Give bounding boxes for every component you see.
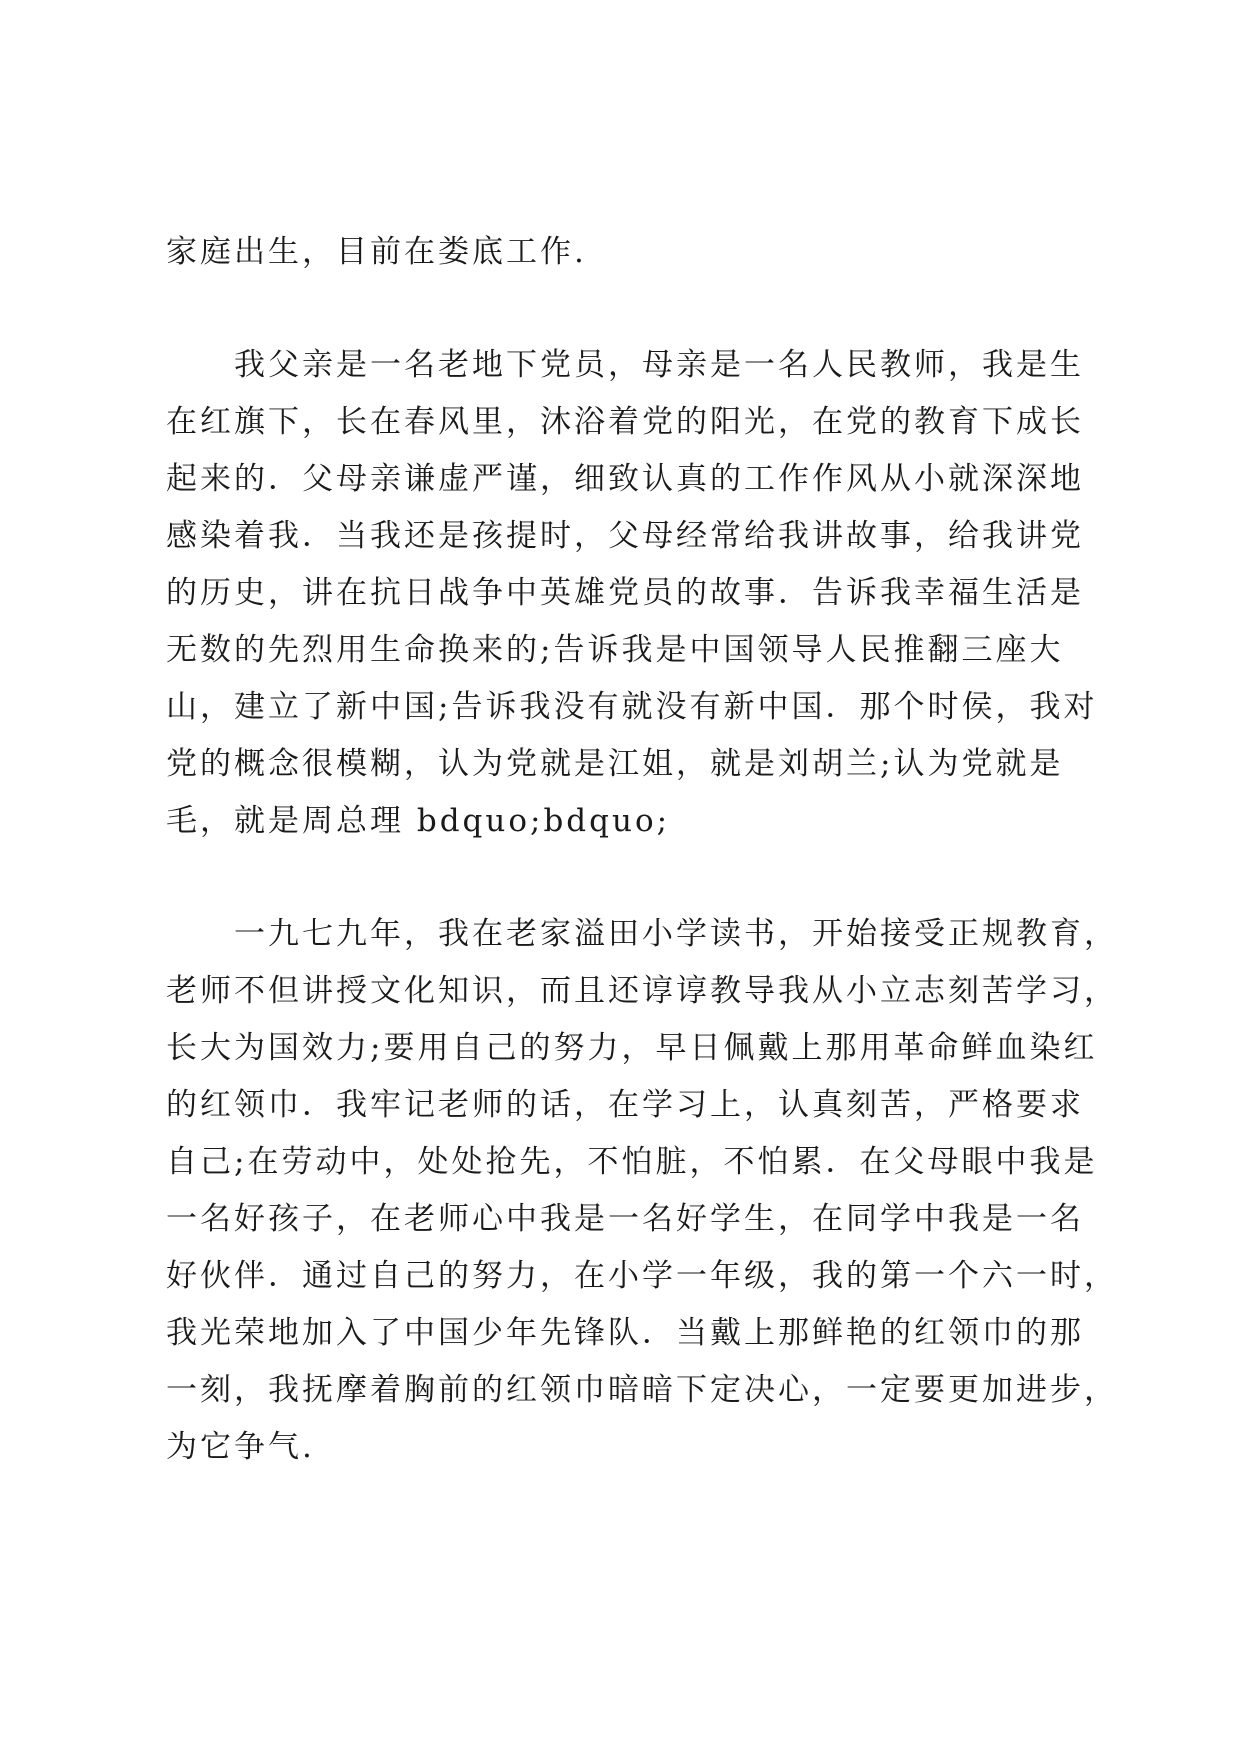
paragraph-line: 一刻，我抚摩着胸前的红领巾暗暗下定决心，一定要更加进步，	[166, 1372, 1118, 1408]
paragraph-line: 一九七九年，我在老家溢田小学读书，开始接受正规教育，	[234, 916, 1118, 952]
paragraph-line: 毛，就是周总理 bdquo;bdquo;	[166, 803, 671, 839]
paragraph-3	[166, 906, 1118, 1476]
paragraph-line: 起来的．父母亲谦虚严谨，细致认真的工作作风从小就深深地	[166, 461, 1084, 497]
paragraph-line: 自己;在劳动中，处处抢先，不怕脏，不怕累．在父母眼中我是	[166, 1144, 1098, 1180]
paragraph-line: 我父亲是一名老地下党员，母亲是一名人民教师，我是生	[234, 347, 1084, 383]
paragraph-2	[166, 337, 1098, 850]
paragraph-line: 我光荣地加入了中国少年先锋队．当戴上那鲜艳的红领巾的那	[166, 1315, 1084, 1351]
paragraph-line: 山，建立了新中国;告诉我没有就没有新中国．那个时侯，我对	[166, 689, 1098, 725]
paragraph-gap	[166, 850, 1086, 906]
paragraph-line: 家庭出生，目前在娄底工作.	[166, 234, 587, 270]
paragraph-line: 好伙伴．通过自己的努力，在小学一年级，我的第一个六一时，	[166, 1258, 1118, 1294]
paragraph-1	[166, 224, 1086, 281]
paragraph-gap	[166, 281, 1086, 337]
paragraph-line: 无数的先烈用生命换来的;告诉我是中国领导人民推翻三座大	[166, 632, 1064, 668]
paragraph-line: 党的概念很模糊，认为党就是江姐，就是刘胡兰;认为党就是	[166, 746, 1064, 782]
paragraph-line: 的历史，讲在抗日战争中英雄党员的故事．告诉我幸福生活是	[166, 575, 1084, 611]
paragraph-line: 一名好孩子，在老师心中我是一名好学生，在同学中我是一名	[166, 1201, 1084, 1237]
paragraph-line: 为它争气.	[166, 1429, 315, 1465]
paragraph-line: 在红旗下，长在春风里，沐浴着党的阳光，在党的教育下成长	[166, 404, 1084, 440]
paragraph-line: 长大为国效力;要用自己的努力，早日佩戴上那用革命鲜血染红	[166, 1030, 1098, 1066]
paragraph-line: 老师不但讲授文化知识，而且还谆谆教导我从小立志刻苦学习，	[166, 973, 1118, 1009]
paragraph-line: 的红领巾．我牢记老师的话，在学习上，认真刻苦，严格要求	[166, 1087, 1084, 1123]
document-body	[166, 224, 1118, 1476]
paragraph-line: 感染着我．当我还是孩提时，父母经常给我讲故事，给我讲党	[166, 518, 1084, 554]
